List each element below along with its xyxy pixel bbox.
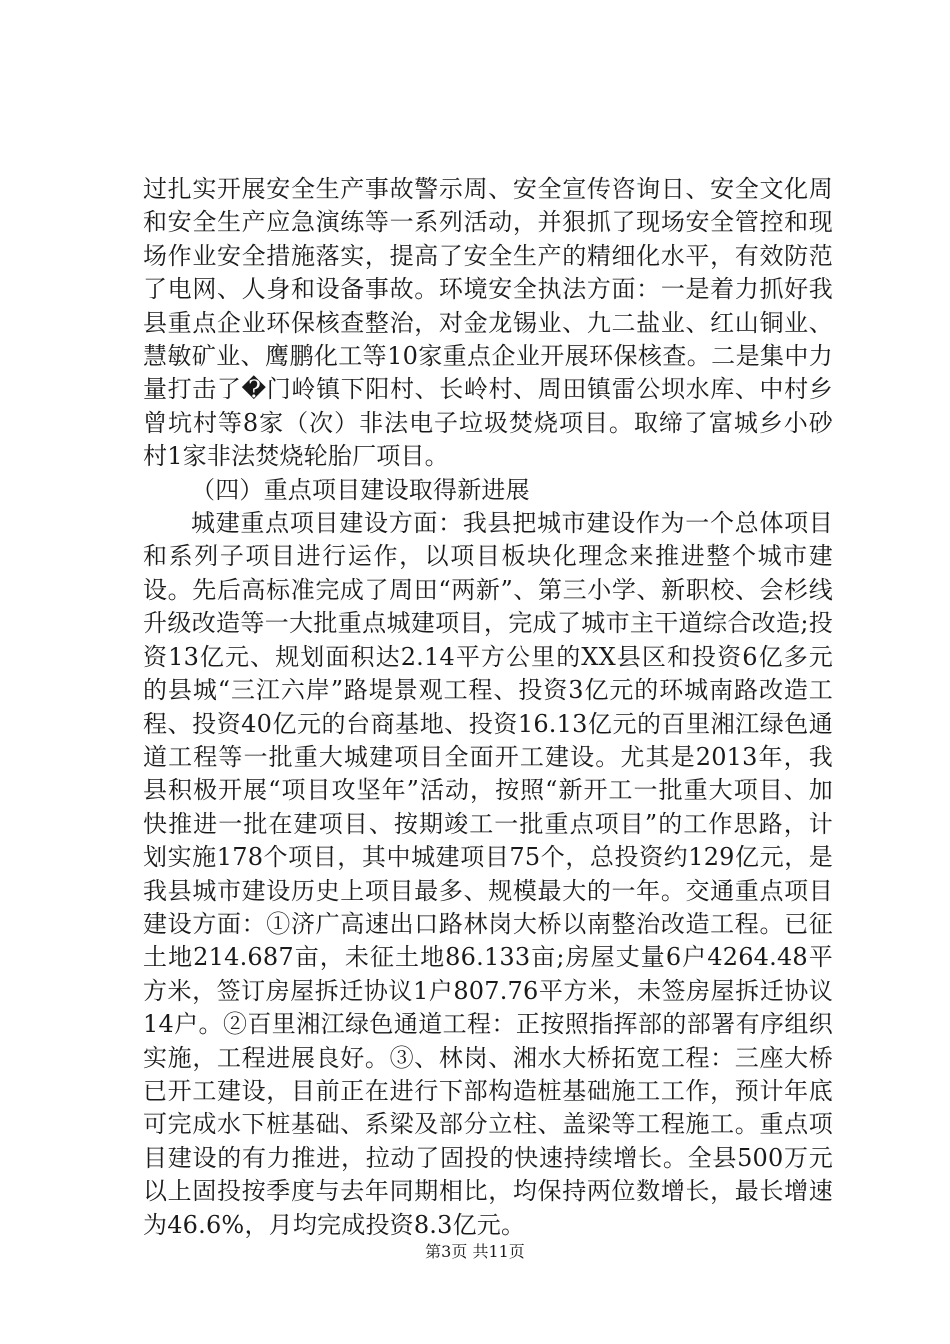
section-heading: （四）重点项目建设取得新进展: [191, 475, 530, 504]
paragraph-key-projects: 城建重点项目建设方面：我县把城市建设作为一个总体项目和系列子项目进行运作，以项目板块化理念来推进整个城市建设。先后高标准完成了周田“两新”、第三小学、新职校、会杉线升级改造等一大批重点城建项目，完成了城市主干道综合改造;投资13亿元、规划面积达2.14平方公里的XX县区和投资6亿多元的县城“三江六岸”路堤景观工程、投资3亿元的环城南路改造工程、投资40亿元的台商基地、投资16.13亿元的百里湘江绿色通道工程等一批重大城建项目全面开工建设。尤其是2013年，我县积极开展“项目攻坚年”活动，按照“新开工一批重大项目、加快推进一批在建项目、按期竣工一批重点项目”的工作思路，计划实施178个项目，其中城建项目75个，总投资约129亿元，是我县城市建设历史上项目最多、规模最大的一年。交通重点项目建设方面：①济广高速出口路林岗大桥以南整治改造工程。已征土地214.687亩，未征土地86.133亩;房屋丈量6户4264.48平方米，签订房屋拆迁协议1户807.76平方米，未签房屋拆迁协议14户。②百里湘江绿色通道工程：正按照指挥部的部署有序组织实施，工程进展良好。③、林岗、湘水大桥拓宽工程：三座大桥已开工建设，目前正在进行下部构造桩基础施工工作，预计年底可完成水下桩基础、系梁及部分立柱、盖梁等工程施工。重点项目建设的有力推进，拉动了固投的快速持续增长。全县500万元以上固投按季度与去年同期相比，均保持两位数增长，最长增速为46.6%，月均完成投资8.3亿元。: [143, 509, 833, 1239]
page-footer: 第3页 共11页: [425, 1242, 525, 1261]
paragraph-continuation: 过扎实开展安全生产事故警示周、安全宣传咨询日、安全文化周和安全生产应急演练等一系列活动，并狠抓了现场安全管控和现场作业安全措施落实，提高了安全生产的精细化水平，有效防范了电网、人身和设备事故。环境安全执法方面：一是着力抓好我县重点企业环保核查整治，对金龙锡业、九二盐业、红山铜业、慧敏矿业、鹰鹏化工等10家重点企业开展环保核查。二是集中力量打击了�门岭镇下阳村、长岭村、周田镇雷公坝水库、中村乡曾坑村等8家（次）非法电子垃圾焚烧项目。取缔了富城乡小砂村1家非法焚烧轮胎厂项目。: [143, 175, 833, 471]
document-body: [143, 173, 833, 1242]
